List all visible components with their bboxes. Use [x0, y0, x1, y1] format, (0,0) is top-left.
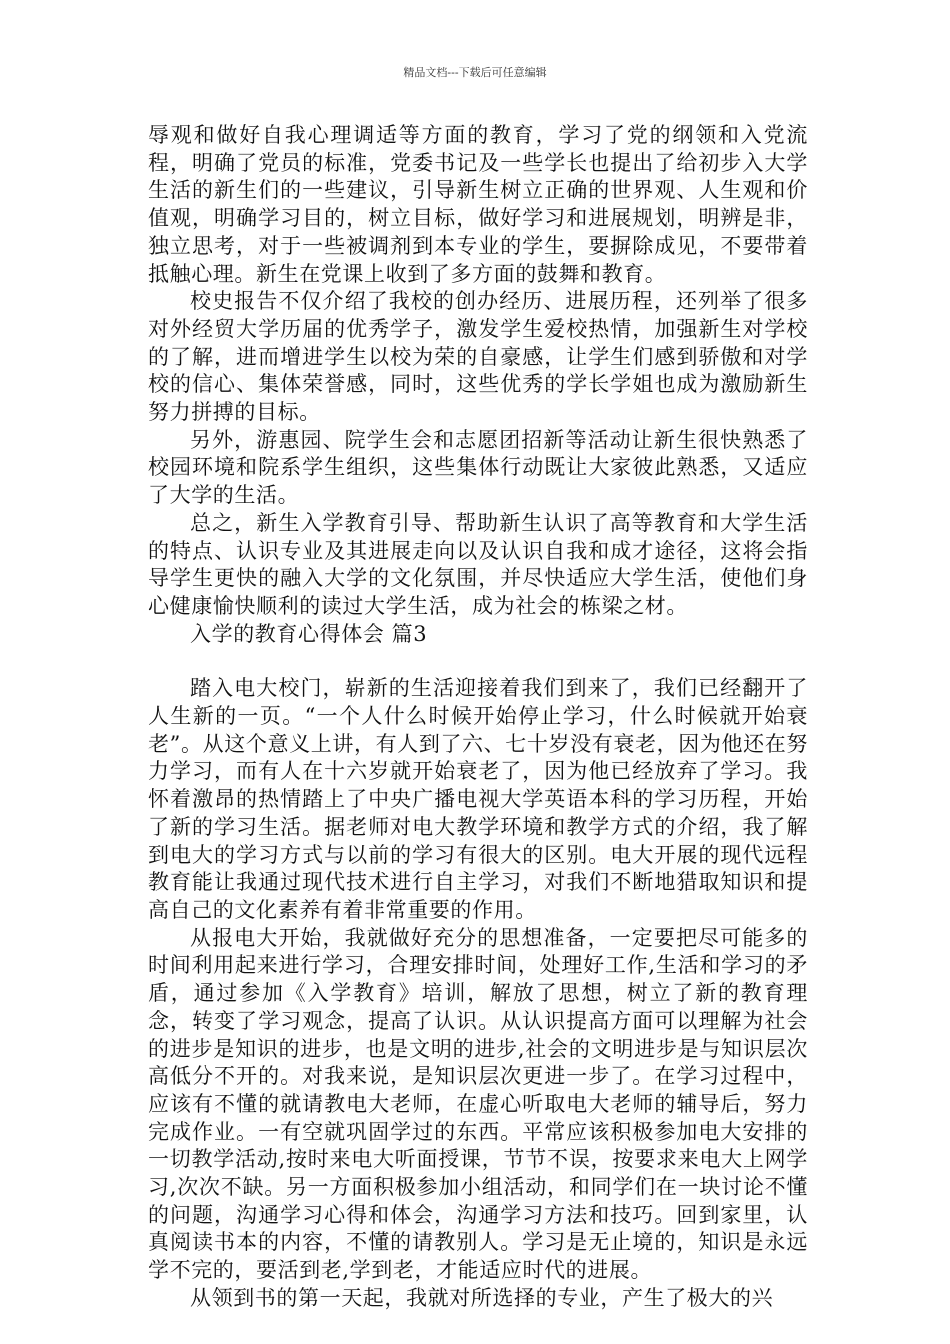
document-body	[148, 122, 808, 1313]
paragraph-2: 校史报告不仅介绍了我校的创办经历、进展历程，还列举了很多对外经贸大学历届的优秀学子，激发学生爱校热情，加强新生对学校的了解，进而增进学生以校为荣的自豪感，让学生们感到骄傲和对学校的信心、集体荣誉感，同时，这些优秀的学长学姐也成为激励新生努力拼搏的目标。	[148, 289, 808, 425]
paragraph-3: 另外，游惠园、院学生会和志愿团招新等活动让新生很快熟悉了校园环境和院系学生组织，这些集体行动既让大家彼此熟悉，又适应了大学的生活。	[148, 427, 808, 508]
paragraph-7: 从领到书的第一天起，我就对所选择的专业，产生了极大的兴	[190, 1285, 774, 1310]
paragraph-4: 总之，新生入学教育引导、帮助新生认识了高等教育和大学生活的特点、认识专业及其进展走向以及认识自我和成才途径，这将会指导学生更快的融入大学的文化氛围，并尽快适应大学生活，使他们身心健康愉快顺利的读过大学生活，成为社会的栋梁之材。	[148, 510, 808, 618]
paragraph-6: 从报电大开始，我就做好充分的思想准备，一定要把尽可能多的时间利用起来进行学习，合理安排时间，处理好工作,生活和学习的矛盾，通过参加《入学教育》培训，解放了思想，树立了新的教育理念，转变了学习观念，提高了认识。从认识提高方面可以理解为社会的进步是知识的进步，也是文明的进步,社会的文明进步是与知识层次高低分不开的。对我来说，是知识层次更进一步了。在学习过程中，应该有不懂的就请教电大老师，在虚心听取电大老师的辅导后，努力完成作业。一有空就巩固学过的东西。平常应该积极参加电大安排的一切教学活动,按时来电大听面授课，节节不误，按要求来电大上网学习,次次不缺。另一方面积极参加小组活动，和同学们在一块讨论不懂的问题，沟通学习心得和体会，沟通学习方法和技巧。回到家里，认真阅读书本的内容，不懂的请教别人。学习是无止境的，知识是永远学不完的，要活到老,学到老，才能适应时代的进展。	[148, 925, 808, 1283]
paragraph-5: 踏入电大校门，崭新的生活迎接着我们到来了，我们已经翻开了人生新的一页。“一个人什么时候开始停止学习，什么时候就开始衰老”。从这个意义上讲，有人到了六、七十岁没有衰老，因为他还在努力学习，而有人在十六岁就开始衰老了，因为他已经放弃了学习。我怀着激昂的热情踏上了中央广播电视大学英语本科的学习历程，开始了新的学习生活。据老师对电大教学环境和教学方式的介绍，我了解到电大的学习方式与以前的学习有很大的区别。电大开展的现代远程教育能让我通过现代技术进行自主学习，对我们不断地猎取知识和提高自己的文化素养有着非常重要的作用。	[148, 676, 808, 922]
paragraph-1: 辱观和做好自我心理调适等方面的教育，学习了党的纲领和入党流程，明确了党员的标准，党委书记及一些学长也提出了给初步入大学生活的新生们的一些建议，引导新生树立正确的世界观、人生观和价值观，明确学习目的，树立目标，做好学习和进展规划，明辨是非，独立思考，对于一些被调剂到本专业的学生，要摒除成见，不要带着抵触心理。新生在党课上收到了多方面的鼓舞和教育。	[148, 123, 808, 286]
page-header: 精品文档---下载后可任意编辑	[403, 66, 547, 79]
section-heading: 入学的教育心得体会 篇3	[190, 621, 428, 646]
